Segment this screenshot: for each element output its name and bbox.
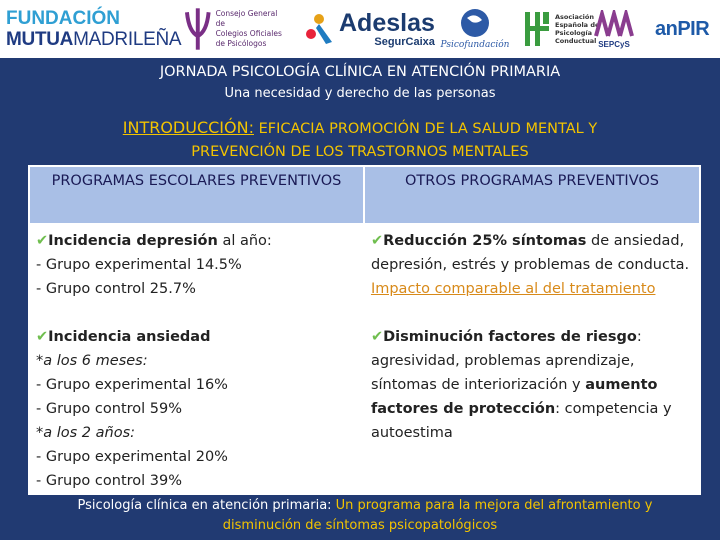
intro-label: INTRODUCCIÓN: [122, 118, 254, 137]
aepc-mark-icon [523, 8, 553, 50]
head-profile-icon [455, 8, 495, 40]
sepcys-logo: SEPCyS [592, 4, 636, 54]
list-item: *a los 2 años: [36, 425, 136, 441]
impact-highlight: Impacto comparable al del tratamiento [370, 281, 656, 297]
slide-title: JORNADA PSICOLOGÍA CLÍNICA EN ATENCIÓN PRIMARIA [159, 64, 561, 80]
list-item: - Grupo control 59% [36, 401, 183, 417]
other-programs-cell [364, 224, 700, 494]
footer-lead: Psicología clínica en atención primaria: [77, 498, 336, 513]
school-programs-cell [29, 224, 364, 494]
consejo-psicologos-logo: Consejo General de Colegios Oficiales de Psicólogos [183, 4, 288, 54]
list-item: - Grupo experimental 20% [36, 449, 228, 465]
risk-factors-paragraph: ✔Disminución factores de riesgo: agresividad, problemas aprendizaje, síntomas de interiorización y aumento factores de protección: competencia y autoestima [370, 329, 672, 441]
aepc-logo: Asociación Española de Psicología Conductual [523, 4, 599, 54]
check-icon: ✔ [36, 233, 49, 249]
check-icon: ✔ [370, 233, 384, 249]
fundacion-mutua-logo: FUNDACIÓN MUTUAMADRILEÑA [6, 8, 182, 50]
slide-subtitle: Una necesidad y derecho de las personas [224, 86, 496, 101]
col-header-other: OTROS PROGRAMAS PREVENTIVOS [364, 166, 700, 224]
list-item: - Grupo experimental 14.5% [36, 257, 242, 273]
anpir-logo: anPIR [655, 17, 710, 40]
check-icon: ✔ [370, 329, 384, 345]
footer-highlight: Un programa para la mejora del afrontamiento y [335, 498, 653, 513]
footer-line1 [0, 497, 720, 515]
caixa-star-icon [302, 12, 336, 46]
table-body-row [29, 224, 700, 494]
psi-symbol-icon [183, 6, 213, 52]
logo-bar [0, 0, 720, 58]
list-item: - Grupo control 25.7% [36, 281, 196, 297]
sepcys-mark-icon [592, 10, 636, 40]
programs-table [28, 165, 701, 495]
list-item: - Grupo control 39% [36, 473, 183, 489]
list-item: *a los 6 meses: [36, 353, 148, 369]
table-header-row [29, 166, 700, 224]
intro-heading-line1 [0, 118, 720, 139]
depression-incidence: ✔Incidencia depresión al año: [36, 233, 272, 249]
col-header-school: PROGRAMAS ESCOLARES PREVENTIVOS [29, 166, 364, 224]
intro-text: EFICACIA PROMOCIÓN DE LA SALUD MENTAL Y [258, 121, 598, 137]
reduction-paragraph: ✔Reducción 25% síntomas de ansiedad, depresión, estrés y problemas de conducta. Impacto comparable al del tratamiento [370, 233, 690, 297]
list-item: - Grupo experimental 16% [36, 377, 228, 393]
adeslas-logo: Adeslas SegurCaixa [302, 4, 435, 54]
footer-line2: disminución de síntomas psicopatológicos [222, 518, 498, 533]
intro-heading-line2: PREVENCIÓN DE LOS TRASTORNOS MENTALES [191, 144, 529, 160]
psicofundacion-logo: Psicofundación [440, 4, 510, 54]
check-icon: ✔ [36, 329, 49, 345]
anxiety-incidence: ✔Incidencia ansiedad [36, 329, 211, 345]
